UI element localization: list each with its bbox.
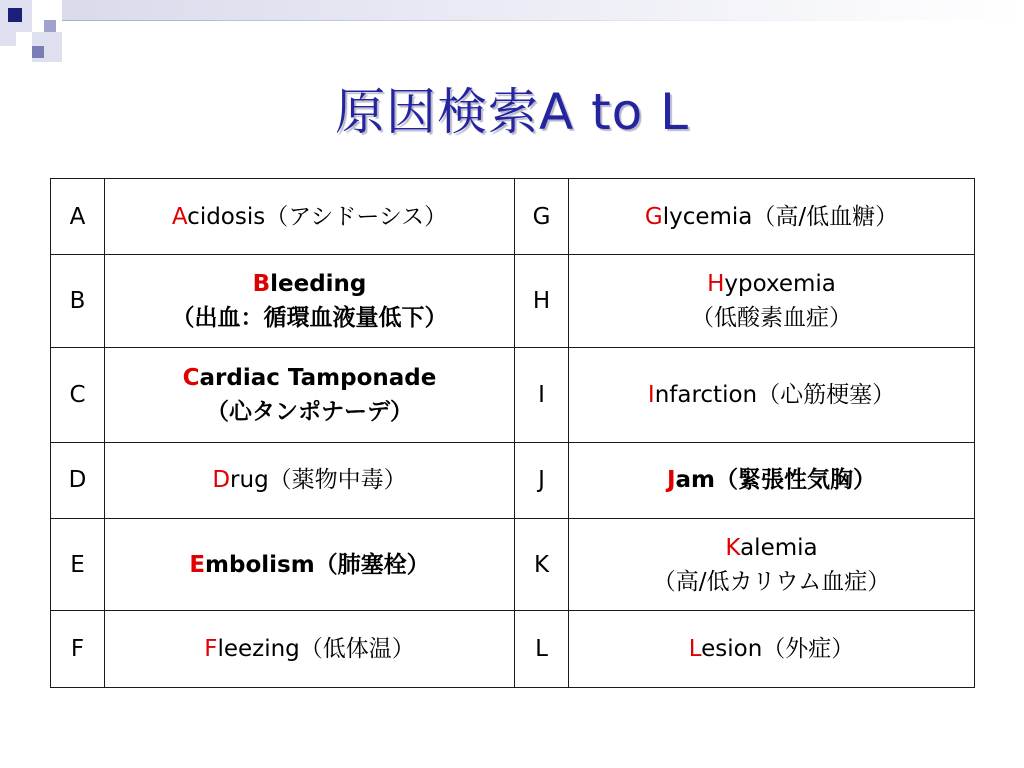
description-cell — [105, 611, 515, 688]
letter-cell: A — [51, 179, 105, 255]
table-row — [51, 611, 975, 688]
letter-cell: C — [51, 347, 105, 442]
mnemonic-initial: K — [725, 534, 741, 561]
mnemonic-initial: G — [644, 203, 663, 230]
description-cell — [569, 611, 975, 688]
term-text: alemia — [740, 534, 818, 561]
mnemonic-initial: H — [707, 271, 725, 298]
header-rule — [62, 20, 1024, 21]
mnemonic-initial: A — [171, 203, 188, 230]
table-row — [51, 179, 975, 255]
corner-ornament-mid-square — [44, 20, 56, 32]
description-line — [109, 463, 510, 497]
description-cell — [105, 179, 515, 255]
corner-ornament-edge-square — [0, 32, 16, 46]
term-text: mbolism（肺塞栓） — [205, 551, 430, 578]
term-text: ypoxemia — [724, 271, 836, 298]
slide-title: 原因検索A to L — [334, 83, 690, 141]
letter-cell: L — [515, 611, 569, 688]
table-row — [51, 518, 975, 611]
mnemonic-initial: C — [182, 364, 200, 391]
description-cell — [105, 518, 515, 611]
table-row — [51, 442, 975, 518]
description-cell — [569, 255, 975, 348]
description-line — [109, 548, 510, 582]
mnemonic-initial: I — [647, 381, 655, 408]
description-line — [573, 378, 970, 412]
header-gradient-bar — [62, 0, 1024, 20]
term-text: cidosis（アシドーシス） — [187, 203, 448, 230]
term-text: rug（薬物中毒） — [230, 467, 407, 494]
letter-cell: H — [515, 255, 569, 348]
letter-cell: K — [515, 518, 569, 611]
description-cell — [569, 347, 975, 442]
letter-cell: J — [515, 442, 569, 518]
letter-cell: D — [51, 442, 105, 518]
japanese-gloss: （出血：循環血液量低下） — [171, 305, 448, 332]
description-line — [573, 267, 970, 301]
letter-cell: I — [515, 347, 569, 442]
description-cell — [569, 442, 975, 518]
cause-table — [50, 178, 975, 688]
description-cell — [569, 179, 975, 255]
description-line — [109, 200, 510, 234]
term-text: esion（外症） — [701, 636, 855, 663]
corner-ornament-dark-square — [8, 8, 22, 22]
japanese-gloss: （心タンポナーデ） — [206, 398, 413, 425]
mnemonic-initial: D — [212, 467, 231, 494]
mnemonic-initial: B — [252, 271, 271, 298]
description-cell — [105, 255, 515, 348]
letter-cell: B — [51, 255, 105, 348]
term-text: lycemia（高/低血糖） — [662, 203, 899, 230]
term-text: ardiac Tamponade — [199, 364, 437, 391]
term-text: leeding — [270, 271, 367, 298]
description-line — [109, 361, 510, 395]
letter-cell: G — [515, 179, 569, 255]
description-line — [109, 267, 510, 301]
table-row — [51, 255, 975, 348]
description-line — [573, 632, 970, 666]
japanese-gloss: （低酸素血症） — [691, 305, 852, 332]
mnemonic-initial: E — [189, 551, 206, 578]
mnemonic-initial: J — [666, 467, 676, 494]
description-line — [109, 632, 510, 666]
description-cell — [105, 442, 515, 518]
description-line — [573, 200, 970, 234]
term-text: am（緊張性気胸） — [675, 467, 877, 494]
description-cell — [105, 347, 515, 442]
mnemonic-initial: F — [204, 636, 218, 663]
description-line — [573, 531, 970, 565]
description-line — [573, 463, 970, 497]
term-text: leezing（低体温） — [217, 636, 415, 663]
corner-ornament-small-square — [32, 46, 44, 58]
japanese-gloss: （高/低カリウム血症） — [652, 568, 891, 595]
letter-cell: F — [51, 611, 105, 688]
table-row — [51, 347, 975, 442]
description-cell — [569, 518, 975, 611]
letter-cell: E — [51, 518, 105, 611]
mnemonic-initial: L — [688, 636, 702, 663]
term-text: nfarction（心筋梗塞） — [654, 381, 896, 408]
